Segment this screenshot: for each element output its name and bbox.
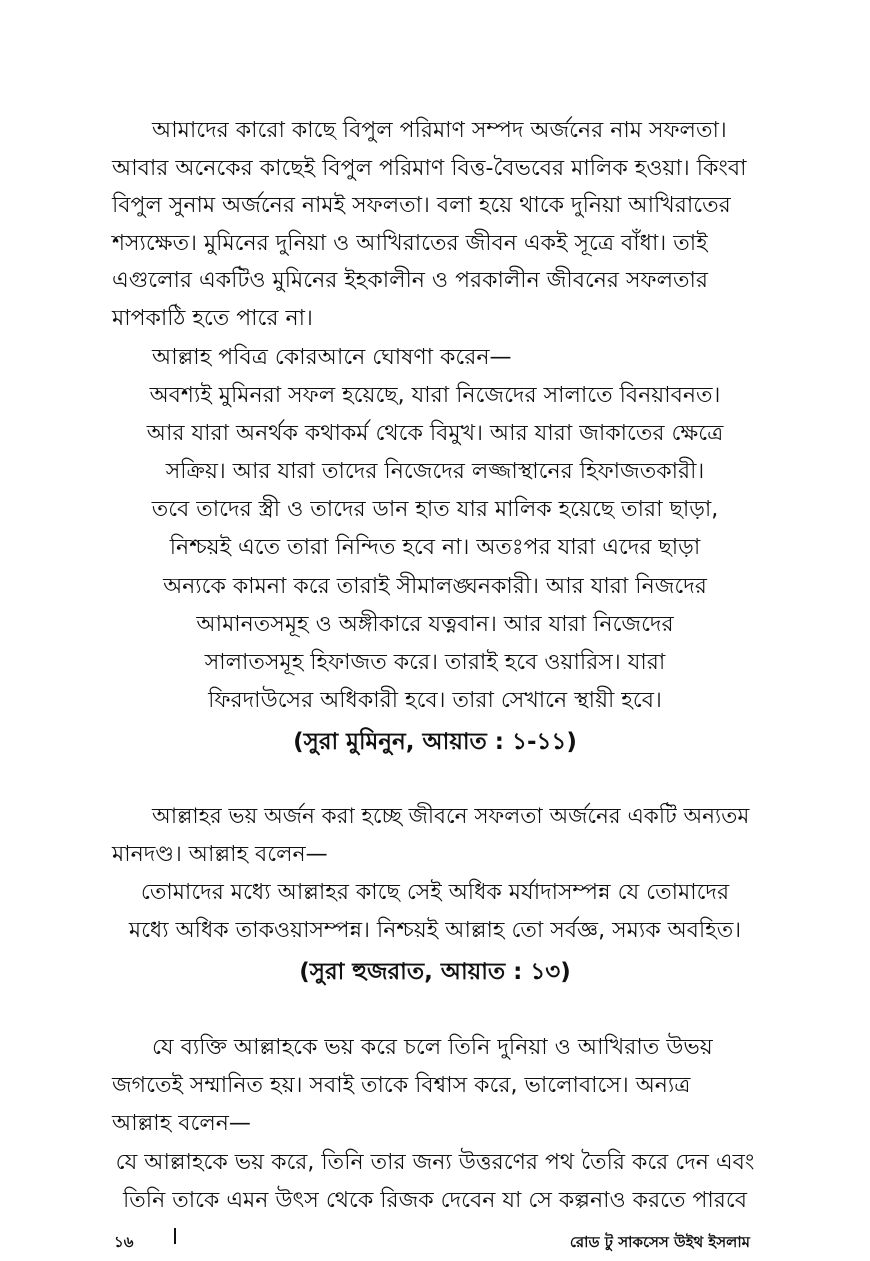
- paragraph-line: মাপকাঠি হতে পারে না।: [112, 306, 313, 331]
- footer-divider: [174, 1228, 176, 1244]
- quote-line: তোমাদের মধ্যে আল্লাহর কাছে সেই অধিক মর্যাদাসম্পন্ন যে তোমাদের: [140, 880, 730, 905]
- quote-line: যে আল্লাহকে ভয় করে, তিনি তার জন্য উত্তরণের পথ তৈরি করে দেন এবং: [115, 1150, 755, 1175]
- running-footer-title: রোড টু সাকসেস উইথ ইসলাম: [569, 1233, 750, 1251]
- paragraph-line: শস্যক্ষেত। মুমিনের দুনিয়া ও আখিরাতের জীবন একই সূত্রে বাঁধা। তাই: [112, 231, 708, 256]
- quote-line: আর যারা অনর্থক কথাকর্ম থেকে বিমুখ। আর যারা জাকাতের ক্ষেত্রে: [146, 421, 724, 446]
- quote-line: তবে তাদের স্ত্রী ও তাদের ডান হাত যার মালিক হয়েছে তারা ছাড়া,: [151, 497, 719, 522]
- quote-line: সক্রিয়। আর যারা তাদের নিজেদের লজ্জাস্থানের হিফাজতকারী।: [165, 459, 705, 484]
- paragraph-line: আল্লাহর ভয় অর্জন করা হচ্ছে জীবনে সফলতা অর্জনের একটি অন্যতম: [152, 804, 750, 829]
- quote-line: আমানতসমূহ ও অঙ্গীকারে যত্নবান। আর যারা নিজেদের: [196, 612, 674, 637]
- quote-reference: (সুরা মুমিনুন, আয়াত : ১-১১): [293, 729, 577, 755]
- page-number: ১৬: [114, 1233, 134, 1251]
- quote-line: মধ্যে অধিক তাকওয়াসম্পন্ন। নিশ্চয়ই আল্লাহ তো সর্বজ্ঞ, সম্যক অবহিত।: [128, 918, 742, 943]
- quote-line: অবশ্যই মুমিনরা সফল হয়েছে, যারা নিজেদের সালাতে বিনয়াবনত।: [149, 383, 721, 408]
- quote-line: নিশ্চয়ই এতে তারা নিন্দিত হবে না। অতঃপর যারা এদের ছাড়া: [169, 535, 701, 560]
- paragraph-line: আবার অনেকের কাছেই বিপুল পরিমাণ বিত্ত-বৈভবের মালিক হওয়া। কিংবা: [112, 156, 747, 181]
- quote-line: অন্যকে কামনা করে তারাই সীমালঙ্ঘনকারী। আর যারা নিজদের: [163, 574, 707, 599]
- quote-reference: (সুরা হুজরাত, আয়াত : ১৩): [299, 959, 571, 985]
- paragraph-line: জগতেই সম্মানিত হয়। সবাই তাকে বিশ্বাস করে, ভালোবাসে। অন্যত্র: [112, 1073, 691, 1098]
- paragraph-line: মানদণ্ড। আল্লাহ বলেন—: [112, 842, 328, 867]
- paragraph-line: যে ব্যক্তি আল্লাহকে ভয় করে চলে তিনি দুনিয়া ও আখিরাত উভয়: [152, 1035, 713, 1060]
- quote-intro: আল্লাহ পবিত্র কোরআনে ঘোষণা করেন—: [152, 345, 512, 370]
- quote-line: তিনি তাকে এমন উৎস থেকে রিজক দেবেন যা সে কল্পনাও করতে পারবে: [122, 1188, 747, 1213]
- paragraph-line: এগুলোর একটিও মুমিনের ইহকালীন ও পরকালীন জীবনের সফলতার: [112, 268, 709, 293]
- quote-line: ফিরদাউসের অধিকারী হবে। তারা সেখানে স্থায়ী হবে।: [208, 688, 662, 713]
- paragraph-line: বিপুল সুনাম অর্জনের নামই সফলতা। বলা হয়ে থাকে দুনিয়া আখিরাতের: [112, 193, 731, 218]
- paragraph-line: আল্লাহ বলেন—: [112, 1111, 251, 1136]
- paragraph-line: আমাদের কারো কাছে বিপুল পরিমাণ সম্পদ অর্জনের নাম সফলতা।: [152, 118, 727, 143]
- quote-line: সালাতসমূহ হিফাজত করে। তারাই হবে ওয়ারিস। যারা: [204, 650, 666, 675]
